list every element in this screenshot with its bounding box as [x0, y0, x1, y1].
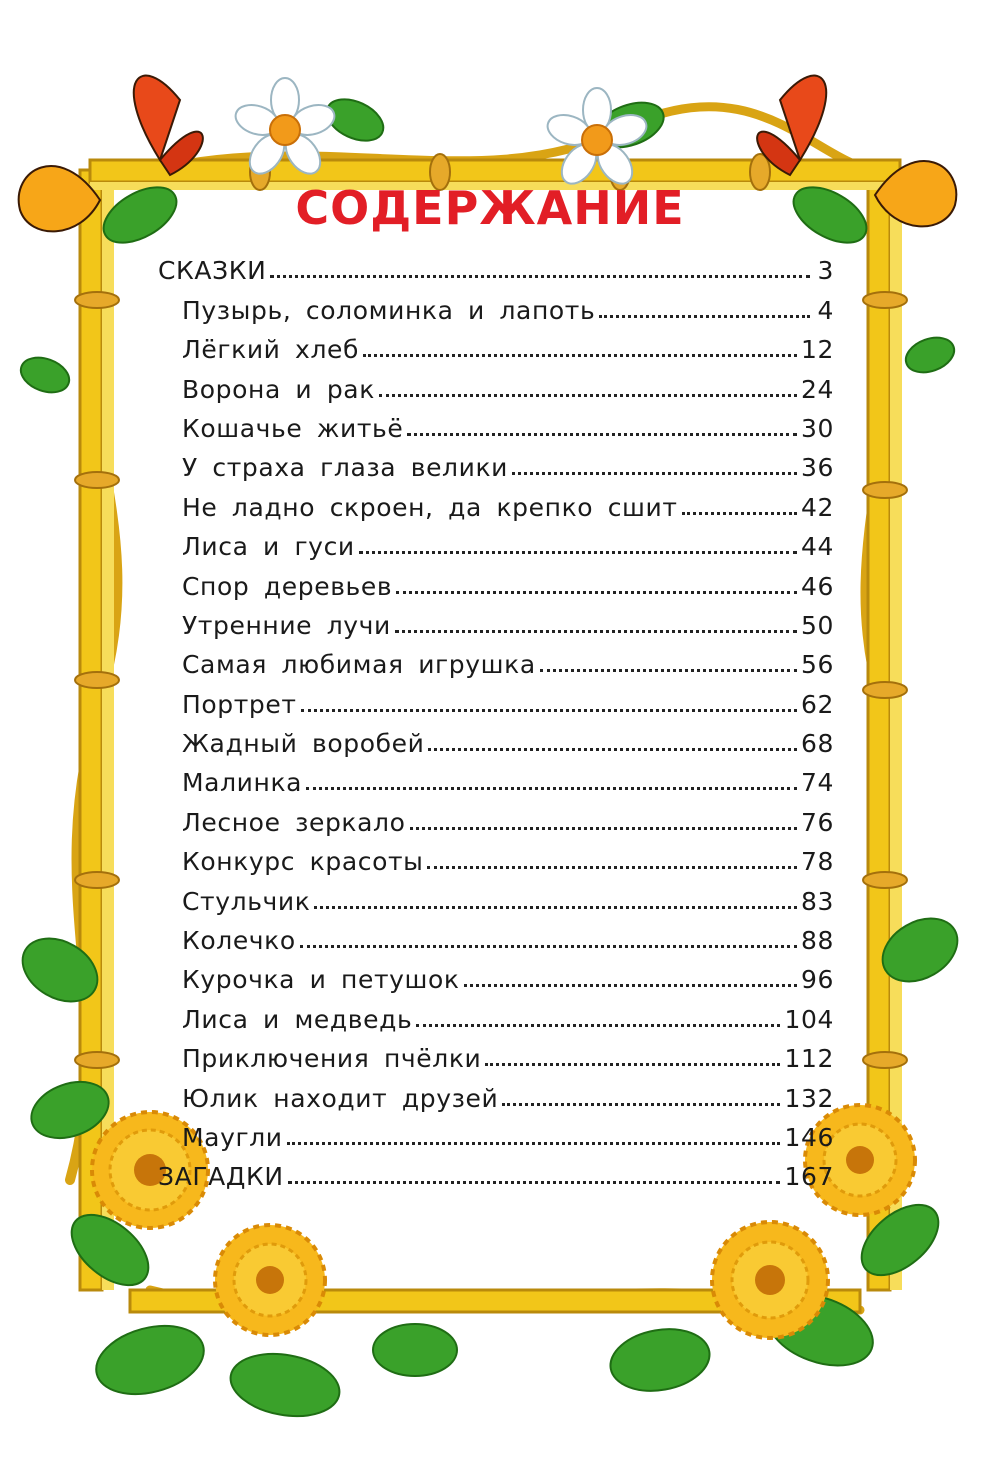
dot-leader	[682, 512, 797, 515]
toc-entry-title: Ворона и рак	[182, 374, 375, 404]
dot-leader	[512, 472, 797, 475]
toc-entry-row	[158, 679, 834, 718]
dot-leader	[464, 984, 797, 987]
toc-entry-title: Стульчик	[182, 886, 311, 916]
toc-page-number: 112	[784, 1044, 834, 1074]
toc-entry-title: Спор деревьев	[182, 571, 393, 601]
toc-page-number: 96	[800, 965, 834, 995]
page-title: СОДЕРЖАНИЕ	[295, 181, 685, 235]
toc-entry-row	[158, 1113, 834, 1152]
toc-entry-row	[158, 522, 834, 561]
toc-page-number: 78	[800, 847, 834, 877]
dot-leader	[379, 394, 797, 397]
dot-leader	[301, 709, 797, 712]
toc-entry-row	[158, 325, 834, 364]
toc-entry-title: Лиса и гуси	[182, 532, 355, 562]
toc-page-number: 76	[800, 807, 834, 837]
toc-entry-row	[158, 561, 834, 600]
toc-entry-row	[158, 876, 834, 915]
toc-entry-title: Самая любимая игрушка	[182, 650, 536, 680]
toc-entry-title: Утренние лучи	[182, 610, 391, 640]
toc-entry-row	[158, 482, 834, 521]
toc-entry-row	[158, 916, 834, 955]
dot-leader	[410, 827, 797, 830]
toc-entry-title: Приключения пчёлки	[182, 1044, 482, 1074]
toc-page-number: 42	[800, 492, 834, 522]
toc-page-number: 12	[800, 335, 834, 365]
dot-leader	[314, 906, 797, 909]
toc-entry-row	[158, 837, 834, 876]
toc-page-number: 4	[817, 295, 834, 325]
toc-section-row	[158, 1152, 834, 1191]
toc-page-number: 68	[800, 729, 834, 759]
dot-leader	[407, 433, 797, 436]
dot-leader	[416, 1024, 780, 1027]
toc-entry-title: Конкурс красоты	[182, 847, 424, 877]
toc-entry-title: Юлик находит друзей	[182, 1083, 499, 1113]
toc-page-number: 74	[800, 768, 834, 798]
dot-leader	[396, 591, 797, 594]
dot-leader	[300, 945, 797, 948]
toc-entry-title: СКАЗКИ	[158, 256, 267, 286]
dot-leader	[502, 1103, 780, 1106]
toc-page-number: 62	[800, 689, 834, 719]
dot-leader	[395, 630, 797, 633]
dot-leader	[363, 354, 797, 357]
dot-leader	[540, 669, 797, 672]
toc-entry-row	[158, 443, 834, 482]
dot-leader	[288, 1181, 781, 1184]
toc-entry-row	[158, 758, 834, 797]
toc-page-number: 30	[800, 413, 834, 443]
dot-leader	[485, 1063, 780, 1066]
toc-entry-title: Маугли	[182, 1122, 283, 1152]
toc-entry-title: Пузырь, соломинка и лапоть	[182, 295, 596, 325]
toc-entry-row	[158, 601, 834, 640]
toc-page-number: 24	[800, 374, 834, 404]
toc-entry-title: Не ладно скроен, да крепко сшит	[182, 492, 678, 522]
toc-entry-title: Жадный воробей	[182, 729, 425, 759]
toc-entry-row	[158, 797, 834, 836]
toc-entry-title: Лесное зеркало	[182, 807, 406, 837]
dot-leader	[599, 315, 810, 318]
dot-leader	[306, 787, 797, 790]
toc-page-number: 44	[800, 532, 834, 562]
dot-leader	[270, 275, 810, 278]
toc-entry-row	[158, 1034, 834, 1073]
toc-entry-title: Лиса и медведь	[182, 1004, 413, 1034]
toc-page-number: 46	[800, 571, 834, 601]
toc-page-number: 132	[784, 1083, 834, 1113]
toc-entry-row	[158, 1073, 834, 1112]
toc-page-number: 3	[817, 256, 834, 286]
toc-page-number: 146	[784, 1122, 834, 1152]
toc-page-number: 50	[800, 610, 834, 640]
table-of-contents	[158, 246, 834, 1191]
toc-page-number: 36	[800, 453, 834, 483]
toc-entry-title: Малинка	[182, 768, 303, 798]
toc-entry-title: У страха глаза велики	[182, 453, 509, 483]
toc-entry-title: Колечко	[182, 926, 296, 956]
toc-section-row	[158, 246, 834, 285]
dot-leader	[359, 551, 797, 554]
toc-entry-row	[158, 719, 834, 758]
toc-entry-row	[158, 955, 834, 994]
toc-page-number: 83	[800, 886, 834, 916]
toc-page-number: 104	[784, 1004, 834, 1034]
dot-leader	[287, 1142, 781, 1145]
toc-entry-title: Кошачье житьё	[182, 413, 404, 443]
dot-leader	[428, 748, 797, 751]
toc-page-number: 88	[800, 926, 834, 956]
toc-page-number: 56	[800, 650, 834, 680]
toc-entry-title: Курочка и петушок	[182, 965, 460, 995]
toc-entry-title: ЗАГАДКИ	[158, 1162, 284, 1192]
toc-entry-row	[158, 404, 834, 443]
toc-entry-row	[158, 285, 834, 324]
toc-entry-row	[158, 364, 834, 403]
toc-page-number: 167	[784, 1162, 834, 1192]
toc-entry-title: Портрет	[182, 689, 297, 719]
toc-entry-row	[158, 640, 834, 679]
toc-entry-row	[158, 994, 834, 1033]
dot-leader	[427, 866, 797, 869]
toc-entry-title: Лёгкий хлеб	[182, 335, 360, 365]
